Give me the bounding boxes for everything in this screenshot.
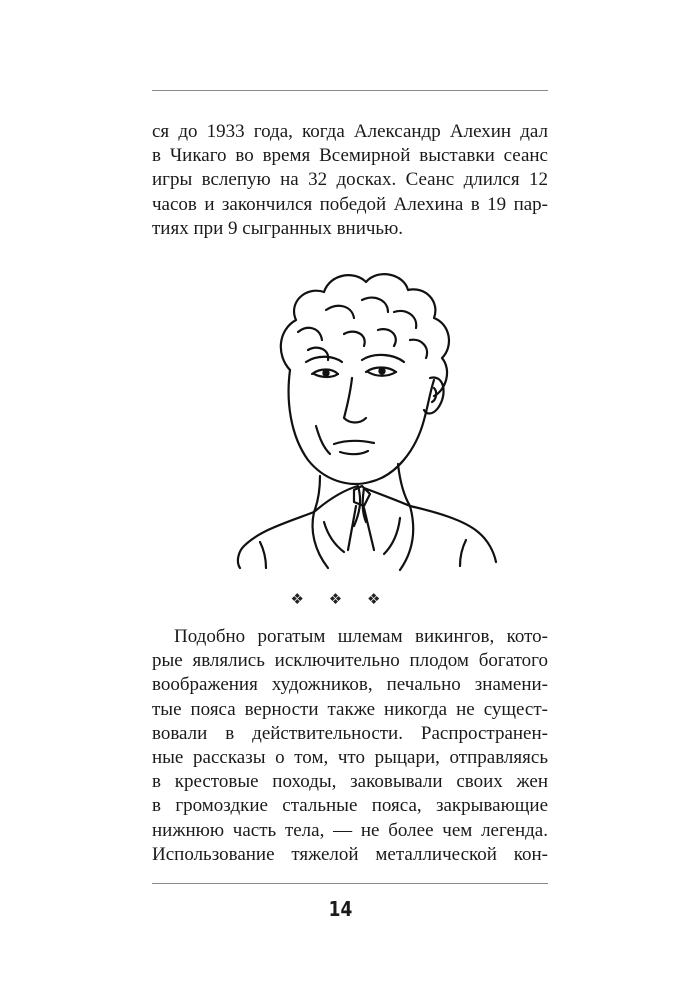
paragraph-1 xyxy=(152,120,548,241)
paragraph-1-line: игры вслепую на 32 досках. Сеанс длился 12 xyxy=(152,169,548,191)
paragraph-1-line: ся до 1933 года, когда Александр Алехин дал xyxy=(152,121,548,142)
ornament-icon: ❖ xyxy=(290,590,314,608)
page-number: 14 xyxy=(328,897,353,921)
paragraph-1-line: часов и закончился победой Алехина в 19 пар- xyxy=(152,193,548,215)
paragraph-2-line: рые являлись исключительно плодом богатого xyxy=(152,650,548,672)
paragraph-1-line: тиях при 9 сыгранных вничью. xyxy=(152,217,404,239)
ornament-icon: ❖ xyxy=(367,590,391,608)
paragraph-2-line: в крестовые походы, заковывали своих жен xyxy=(152,771,548,793)
paragraph-2-line: вовали в действительности. Распространен- xyxy=(152,722,548,744)
paragraph-2-line: тые пояса верности также никогда не сущест- xyxy=(152,698,548,720)
top-rule xyxy=(152,90,548,91)
paragraph-2-line: ные рассказы о том, что рыцари, отправляясь xyxy=(152,746,548,768)
paragraph-2-line: в громоздкие стальные пояса, закрывающие xyxy=(152,795,548,817)
paragraph-2-line: нижнюю часть тела, — не более чем легенда. xyxy=(152,819,548,841)
section-separator xyxy=(0,590,681,608)
paragraph-1-line: в Чикаго во время Всемирной выставки сеанс xyxy=(152,145,548,167)
paragraph-2-line: Использование тяжелой металлической кон- xyxy=(152,843,548,865)
bottom-rule xyxy=(152,883,548,884)
paragraph-2 xyxy=(152,625,548,867)
paragraph-2-line: воображения художников, печально знамени- xyxy=(152,674,548,696)
portrait-sketch-icon xyxy=(148,250,548,580)
ornament-icon: ❖ xyxy=(328,590,353,608)
paragraph-2-line: Подобно рогатым шлемам викингов, кото- xyxy=(174,626,548,647)
